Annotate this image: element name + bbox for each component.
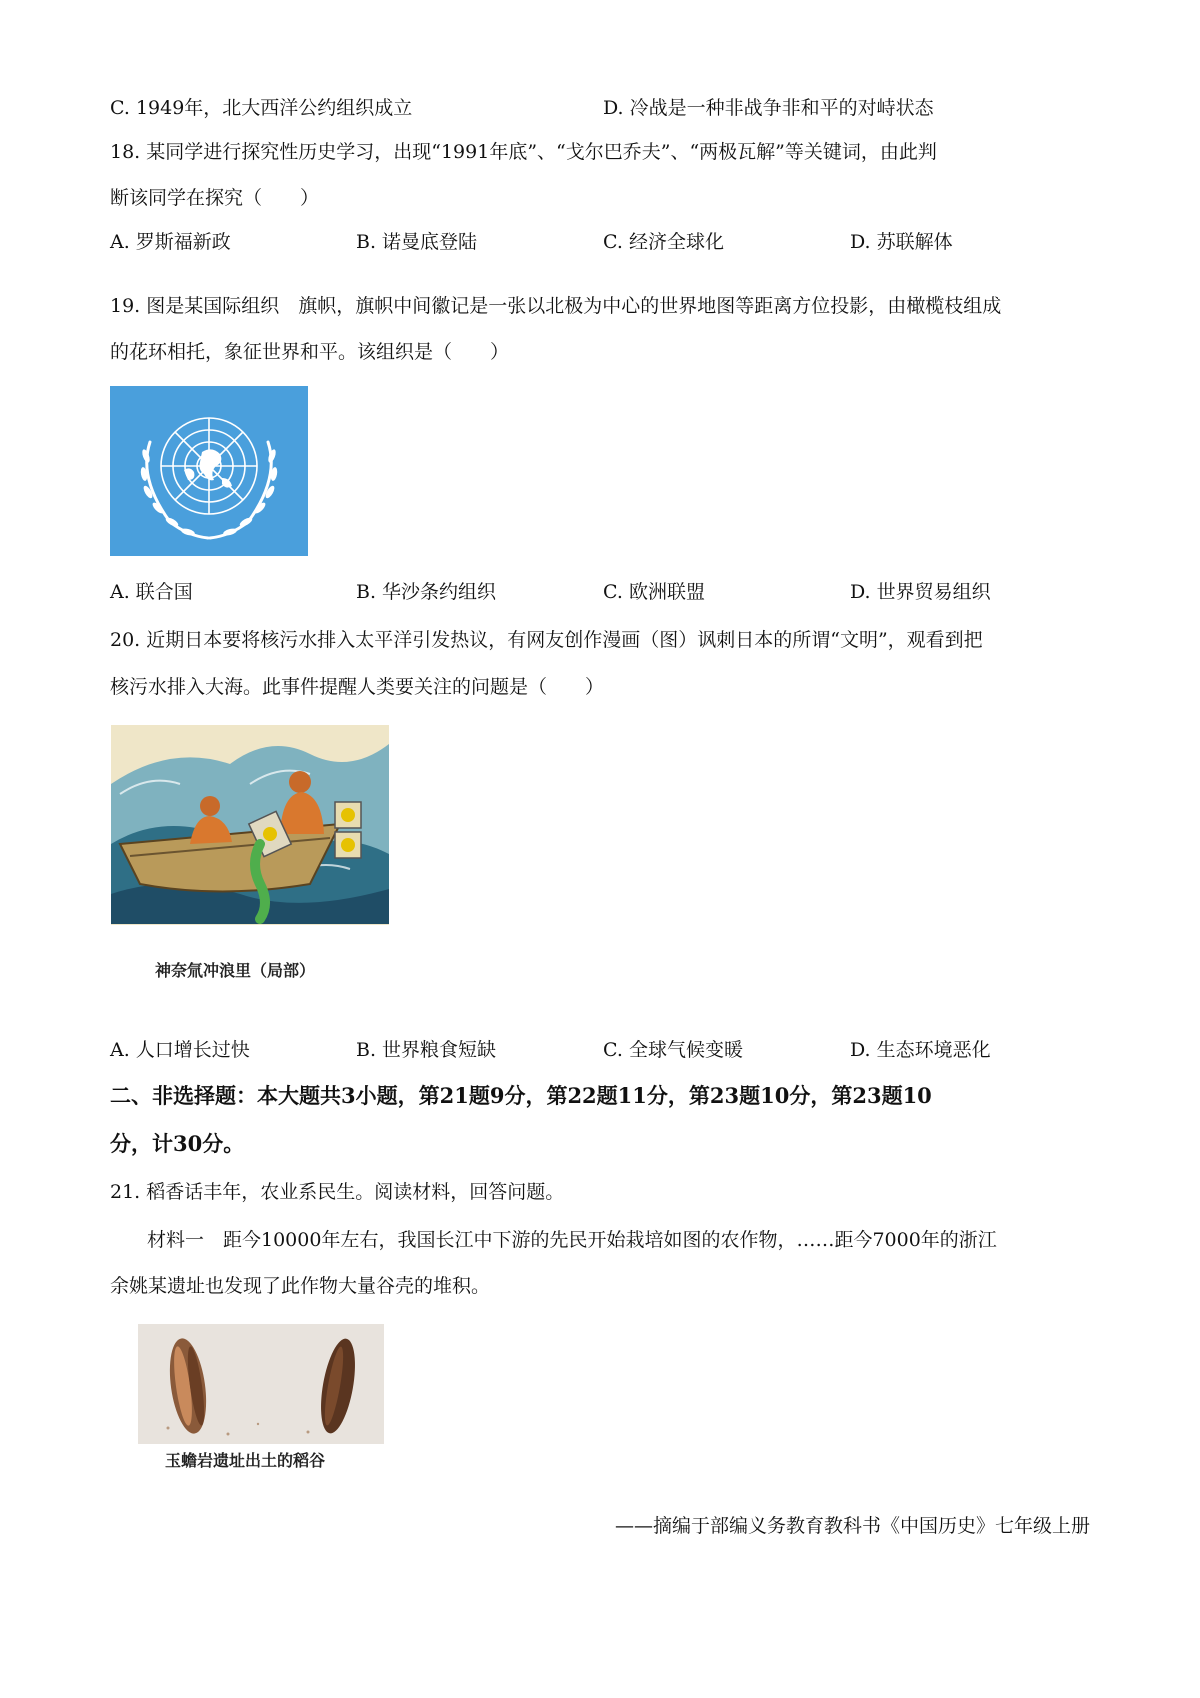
rice-grain-image — [138, 1324, 384, 1444]
un-flag-image — [110, 386, 308, 556]
q18-option-d: D. 苏联解体 — [850, 231, 953, 253]
q20-stem-line1: 20. 近期日本要将核污水排入太平洋引发热议，有网友创作漫画（图）讽刺日本的所谓“文明”，观看到把 — [110, 629, 983, 651]
section2-heading-line2: 分，计30分。 — [110, 1131, 245, 1156]
q17-option-d: D. 冷战是一种非战争非和平的对峙状态 — [603, 97, 934, 119]
q18-stem-line2: 断该同学在探究（ ） — [110, 187, 320, 209]
q21-material1-line2: 余姚某遗址也发现了此作物大量谷壳的堆积。 — [110, 1275, 491, 1297]
nuclear-wastewater-cartoon — [110, 724, 390, 954]
q20-option-b: B. 世界粮食短缺 — [356, 1039, 497, 1061]
q21-material1-line1: 材料一 距今10000年左右，我国长江中下游的先民开始栽培如图的农作物，……距今7000年的浙江 — [147, 1229, 997, 1251]
q18-option-b: B. 诺曼底登陆 — [356, 231, 478, 253]
section2-heading-line1: 二、非选择题：本大题共3小题，第21题9分，第22题11分，第23题10分，第23题10 — [110, 1083, 932, 1108]
material-source: ——摘编于部编义务教育教科书《中国历史》七年级上册 — [614, 1515, 1090, 1537]
q20-option-c: C. 全球气候变暖 — [603, 1039, 743, 1061]
q17-option-c: C. 1949年，北大西洋公约组织成立 — [110, 97, 413, 119]
q19-option-d: D. 世界贸易组织 — [850, 581, 991, 603]
q18-option-c: C. 经济全球化 — [603, 231, 724, 253]
q18-stem-line1: 18. 某同学进行探究性历史学习，出现“1991年底”、“戈尔巴乔夫”、“两极瓦解”等关键词，由此判 — [110, 141, 937, 163]
q19-option-b: B. 华沙条约组织 — [356, 581, 497, 603]
q19-stem-line2: 的花环相托，象征世界和平。该组织是（ ） — [110, 341, 510, 363]
rice-grain-caption: 玉蟾岩遗址出土的稻谷 — [165, 1451, 326, 1470]
cartoon-caption: 神奈氚冲浪里（局部） — [155, 961, 316, 980]
q19-option-a: A. 联合国 — [110, 581, 193, 603]
q20-option-d: D. 生态环境恶化 — [850, 1039, 991, 1061]
q21-stem: 21. 稻香话丰年，农业系民生。阅读材料，回答问题。 — [110, 1181, 565, 1203]
q18-option-a: A. 罗斯福新政 — [110, 231, 231, 253]
q19-stem-line1: 19. 图是某国际组织 旗帜，旗帜中间徽记是一张以北极为中心的世界地图等距离方位投影，由橄榄枝组成 — [110, 295, 1002, 317]
q20-stem-line2: 核污水排入大海。此事件提醒人类要关注的问题是（ ） — [110, 676, 605, 698]
q19-option-c: C. 欧洲联盟 — [603, 581, 705, 603]
q20-option-a: A. 人口增长过快 — [110, 1039, 250, 1061]
